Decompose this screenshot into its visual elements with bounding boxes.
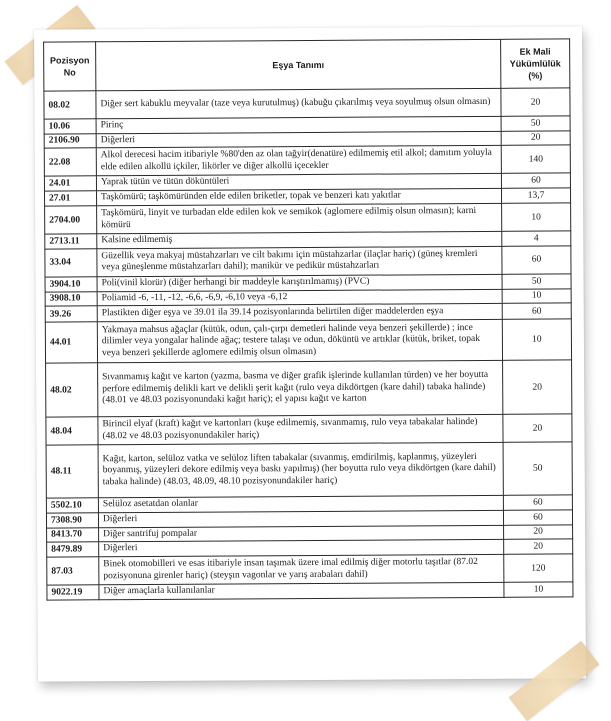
liability-rate: 50 <box>502 273 571 288</box>
position-code: 9022.19 <box>47 585 99 600</box>
table-row <box>47 554 573 585</box>
position-code: 24.01 <box>44 176 96 191</box>
position-code: 8413.70 <box>47 527 99 542</box>
document-page <box>34 26 586 681</box>
liability-rate: 60 <box>503 495 572 510</box>
liability-rate: 10 <box>502 288 571 303</box>
goods-description: Yakmaya mahsus ağaçlar (kütük, odun, çalı-çırpı demetleri halinde veya benzeri şekillerde) ; ince dilimler veya yongalar halinde ağaç; testere talaşı ve odun, döküntü ve artıklar (kütük, briket, topak veya benzeri şekillerde aglomere edilmiş olsun olmasın) <box>97 319 502 362</box>
position-code: 22.08 <box>44 148 96 176</box>
table-body <box>44 88 573 600</box>
goods-description: Kağıt, karton, selüloz vatka ve selüloz liften tabakalar (sıvanmış, emdirilmiş, kaplanmış, yüzeyleri boyanmış, yüzeyleri dekore edilmiş veya baskı yapılmış) (her boyutta rulo veya dikdörtgen (kare dahil) tabaka halinde) (48.03, 48.09, 48.10 pozisyonundakiler hariç) <box>98 442 503 497</box>
table-row <box>44 145 570 176</box>
table-row <box>46 442 572 498</box>
goods-description: Binek otomobilleri ve esas itibariyle insan taşımak üzere imal edilmiş diğer motorlu taşıtlar (87.02 pozisyonuna girenler hariç) (steyşın vagonlar ve yarış arabaları dahil) <box>99 554 504 584</box>
goods-description: Alkol derecesi hacim itibariyle %80'den az olan tağyir(denatüre) edilmemiş etil alkol; damıtım yoluyla elde edilen alkollü içkiler, likörler ve diğer alkollü içecekler <box>96 145 501 175</box>
position-code: 2106.90 <box>44 133 96 148</box>
goods-description: Diğer santrifuj pompalar <box>99 525 504 542</box>
table-row <box>45 203 571 234</box>
position-code: 10.06 <box>44 119 96 134</box>
goods-description: Yaprak tütün ve tütün döküntüleri <box>96 173 501 190</box>
goods-description: Birincil elyaf (kraft) kağıt ve kartonları (kuşe edilmemiş, sıvanmamış, rulo veya tabakalar halinde) (48.02 ve 48.03 pozisyonundakiler hariç) <box>98 414 503 444</box>
position-code: 48.02 <box>46 363 98 417</box>
table-row <box>44 88 570 119</box>
header-goods-description: Eşya Tanımı <box>96 39 501 90</box>
goods-description: Kalsine edilmemiş <box>97 231 502 248</box>
liability-rate: 10 <box>502 319 571 360</box>
position-code: 5502.10 <box>46 498 98 513</box>
goods-description: Diğer sert kabuklu meyvalar (taze veya kurutulmuş) (kabuğu çıkarılmış veya soyulmuş olsun olmasın) <box>96 88 501 118</box>
position-code: 3908.10 <box>45 291 97 306</box>
position-code: 2713.11 <box>45 234 97 249</box>
goods-description: Sıvanmamış kağıt ve karton (yazma, basma ve diğer grafik işlerinde kullanılan türden) ve her boyutta perfore edilmemiş delikli kart ve delikli şerit kağıt (rulo veya dikdörtgen (kare dahil) tabaka halinde) (48.01 ve 48.03 pozisyonundaki kağıt hariç); el yapısı kağıt ve karton <box>98 360 503 416</box>
table-row <box>46 360 572 417</box>
liability-rate: 50 <box>501 116 570 131</box>
liability-rate: 10 <box>502 203 571 231</box>
position-code: 3904.10 <box>45 276 97 291</box>
liability-rate: 13,7 <box>501 188 570 203</box>
goods-description: Pirinç <box>96 116 501 133</box>
position-code: 27.01 <box>45 191 97 206</box>
position-code: 33.04 <box>45 248 97 276</box>
liability-rate: 60 <box>501 173 570 188</box>
liability-rate: 4 <box>502 231 571 246</box>
goods-description: Diğerleri <box>98 510 503 527</box>
liability-rate: 60 <box>503 510 572 525</box>
position-code: 48.04 <box>46 417 98 445</box>
goods-description: Poli(vinil klorür) (diğer herhangi bir maddeyle karıştırılmamış) (PVC) <box>97 274 502 291</box>
liability-rate: 20 <box>503 414 572 442</box>
position-code: 2704.00 <box>45 206 97 234</box>
liability-rate: 50 <box>503 442 572 495</box>
liability-rate: 20 <box>503 360 572 414</box>
goods-description: Poliamid -6, -11, -12, -6,6, -6,9, -6,10 veya -6,12 <box>97 289 502 306</box>
header-position-no: Pozisyon No <box>44 42 96 91</box>
liability-rate: 20 <box>504 539 573 554</box>
table-row <box>45 245 571 276</box>
liability-rate: 120 <box>504 554 573 582</box>
liability-rate: 140 <box>501 145 570 173</box>
goods-description: Plastikten diğer eşya ve 39.01 ila 39.14 pozisyonlarında belirtilen diğer maddelerden eşya <box>97 303 502 321</box>
position-code: 48.11 <box>46 445 98 498</box>
position-code: 44.01 <box>45 322 97 363</box>
liability-rate: 20 <box>504 524 573 539</box>
goods-description: Güzellik veya makyaj müstahzarları ve cilt bakımı için müstahzarlar (ilaçlar hariç) (güneş kremleri veya güneşlenme müstahzarları dahil); manikür ve pedikür müstahzarları <box>97 246 502 276</box>
goods-description: Diğerleri <box>96 131 501 148</box>
goods-description: Taşkömürü; taşkömüründen elde edilen briketler, topak ve benzeri katı yakıtlar <box>96 188 501 205</box>
liability-rate: 60 <box>502 245 571 273</box>
goods-description: Selüloz asetatdan olanlar <box>98 495 503 512</box>
goods-description: Diğer amaçlarla kullanılanlar <box>99 582 504 599</box>
table-row <box>47 582 573 600</box>
position-code: 39.26 <box>45 306 97 322</box>
goods-description: Taşkömürü, linyit ve turbadan elde edilen kok ve semikok (aglomere edilmiş olsun olmasın); karni kömürü <box>97 203 502 233</box>
position-code: 08.02 <box>44 91 96 119</box>
liability-rate: 20 <box>501 130 570 145</box>
header-additional-liability: Ek Mali Yükümlülük (%) <box>501 39 570 88</box>
position-code: 8479.89 <box>47 542 99 557</box>
table-header-row <box>44 39 570 91</box>
goods-description: Diğerleri <box>99 539 504 556</box>
position-code: 87.03 <box>47 557 99 585</box>
table-row <box>45 319 571 363</box>
liability-rate: 10 <box>504 582 573 597</box>
tariff-table <box>43 38 573 600</box>
table-row <box>46 414 572 445</box>
liability-rate: 60 <box>502 303 571 319</box>
position-code: 7308.90 <box>46 513 98 528</box>
liability-rate: 20 <box>501 88 570 116</box>
